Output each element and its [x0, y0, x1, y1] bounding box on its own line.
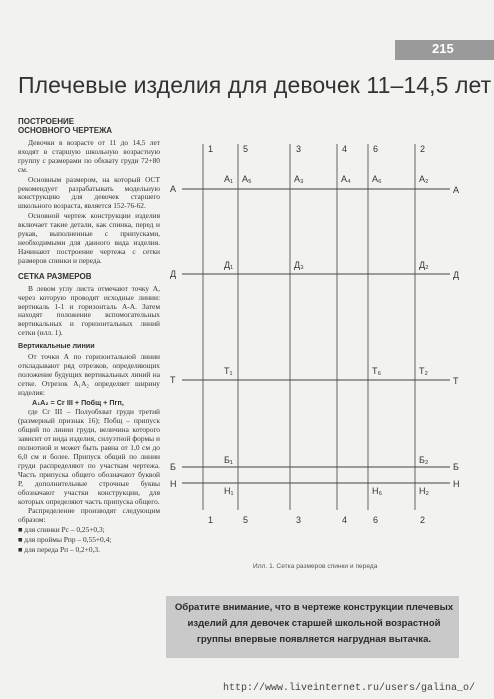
paragraph-7: Распределение производят следующим образом:	[18, 506, 160, 525]
paragraph-6: где Сг III – Полуобхват груди третий (размерный признак 16); Побщ – припуск общий по линии груди, величина которого зависит от вида изделия, силуэтной формы и полнотной и может быть равна от 1,0 см до 6,0 см и более. Припуск общий по линии груди распределяют по участкам чертежа. Часть припуска общего обозначают буквой Р, дополнительные строчные буквы обозначают участки конструкции, для которых определяют часть припуска общего.	[18, 407, 160, 506]
point-label: Д₁	[224, 260, 234, 270]
section-heading-1b: ОСНОВНОГО ЧЕРТЕЖА	[18, 126, 113, 135]
section-heading-1: ПОСТРОЕНИЕ	[18, 117, 75, 126]
vertical-grid-lines	[203, 144, 415, 510]
row-label-right: Б	[453, 462, 459, 472]
point-label: Б₂	[419, 455, 429, 465]
point-label: А₃	[294, 174, 304, 184]
column-label-bottom: 3	[296, 515, 302, 525]
point-label: А₄	[341, 174, 351, 184]
paragraph-1: Девочки в возрасте от 11 до 14,5 лет входят в старшую школьную возрастную группу с размерами по обхвату груди 72+80 см.	[18, 138, 160, 174]
page-number: 215	[432, 41, 454, 56]
row-label-right: Н	[453, 479, 460, 489]
section-heading-2: СЕТКА РАЗМЕРОВ	[18, 271, 92, 281]
point-label: А₆	[372, 174, 382, 184]
point-label: Н₁	[224, 486, 234, 496]
subheading-vertical-lines: Вертикальные линии	[18, 341, 95, 351]
column-label-top: 2	[420, 144, 426, 154]
list-item: ■ для переда Рп – 0,2+0,3.	[18, 545, 100, 555]
point-label: Т₁	[224, 366, 233, 376]
row-label-right: Д	[453, 270, 460, 280]
page-title: Плечевые изделия для девочек 11–14,5 лет	[18, 72, 492, 98]
column-label-bottom: 2	[420, 515, 426, 525]
column-label-bottom: 6	[373, 515, 379, 525]
point-label: Д₂	[419, 260, 429, 270]
column-label-top: 1	[208, 144, 214, 154]
row-label-left: А	[170, 184, 177, 194]
point-label: Н₂	[419, 486, 429, 496]
row-label-right: А	[453, 185, 460, 195]
list-item: ■ для проймы Рпр – 0,55+0,4;	[18, 535, 112, 545]
paragraph-2: Основным размером, на который ОСТ рекомендует разрабатывать модельную конструкцию для девочек старшего школьного возраста, является 152-76-62.	[18, 174, 160, 211]
row-label-left: Д	[170, 269, 177, 279]
point-label: Д₃	[294, 260, 304, 270]
column-label-top: 6	[373, 144, 379, 154]
column-label-top: 3	[296, 144, 302, 154]
horizontal-grid-lines	[182, 189, 450, 483]
size-grid-diagram	[160, 138, 470, 548]
paragraph-5: От точки А по горизонтальной линии откладывают ряд отрезков, определяющих положение будущих вертикальных линий на сетке. Отрезок А₁А₂ определяет ширину изделия:	[18, 352, 160, 397]
point-label: Б₁	[224, 455, 233, 465]
row-label-right: Т	[453, 376, 459, 386]
column-label-bottom: 5	[243, 515, 249, 525]
paragraph-3: Основной чертеж конструкции изделия включает такие детали, как спинка, перед и рукав, выполненные с припусками, необходимыми для данного вида изделия. Начинают построение чертежа с сетки размеров спинки и переда.	[18, 211, 160, 265]
paragraph-4: В левом углу листа отмечают точку А, через которую проводят исходные линии: вертикаль 1-1 и горизонталь А-А. Затем находят положение вспомогательных вертикальных и горизонтальных линий сетки (илл. 1).	[18, 283, 160, 338]
column-label-top: 5	[243, 144, 249, 154]
point-label: А₅	[242, 174, 252, 184]
point-label: Т₂	[419, 366, 428, 376]
point-label: А₁	[224, 174, 234, 184]
point-label: А₂	[419, 174, 429, 184]
list-item: ■ для спинки Рс – 0,25+0,3;	[18, 525, 105, 535]
figure-caption: Илл. 1. Сетка размеров спинки и переда	[253, 563, 378, 570]
point-label: Т₆	[372, 366, 382, 376]
point-label: Н₆	[372, 486, 383, 496]
row-label-left: Т	[170, 375, 176, 385]
row-label-left: Н	[170, 479, 177, 489]
left-text-column	[18, 117, 160, 556]
column-label-top: 4	[342, 144, 348, 154]
row-label-left: Б	[170, 462, 176, 472]
column-label-bottom: 4	[342, 515, 348, 525]
formula: А₁А₂ = Сг III + Побщ + Пгп,	[32, 397, 124, 407]
notice-text: Обратите внимание, что в чертеже конструкции плечевых изделий для девочек старшей школьной возрастной группы впервые появляется нагрудная вытачка.	[174, 602, 454, 645]
column-label-bottom: 1	[208, 515, 214, 525]
footer-url: http://www.liveinternet.ru/users/galina_o/	[223, 683, 476, 694]
